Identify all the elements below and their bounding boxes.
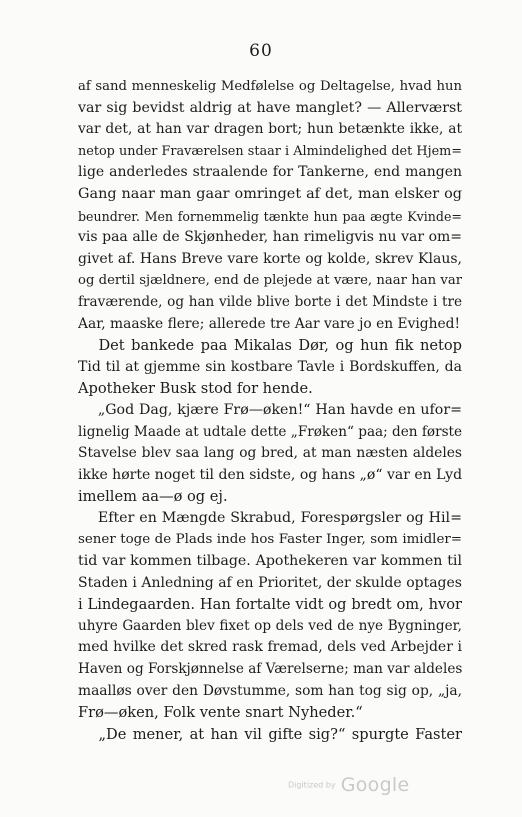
- text-line: Apotheker Busk stod for hende.: [78, 380, 313, 398]
- text-line: var sig bevidst aldrig at have manglet? — Allerværst: [78, 99, 462, 116]
- text-line: og dertil sjældnere, end de plejede at være, naar han var: [78, 273, 462, 289]
- digitized-by-google-watermark: [288, 774, 410, 796]
- text-line: imellem aa—ø og ej.: [78, 488, 228, 506]
- text-line: vis paa alle de Skjønheder, han rimeligvis nu var om=: [78, 229, 462, 246]
- text-line: med hvilke det skred rask fremad, dels ved Arbejder i: [78, 639, 462, 656]
- text-line: fraværende, og han vilde blive borte i det Mindste i tre: [78, 293, 462, 310]
- text-line: Haven og Forskjønnelse af Værelserne; man var aldeles: [78, 661, 462, 678]
- text-line: „God Dag, kjære Frø—øken!“ Han havde en ufor=: [97, 401, 462, 418]
- text-line: maalløs over den Døvstumme, som han tog sig op, „ja,: [78, 682, 462, 699]
- body-text: [78, 76, 462, 745]
- watermark-prefix: Digitized by: [288, 780, 336, 790]
- text-line: tid var kommen tilbage. Apothekeren var kommen til: [78, 553, 462, 570]
- page-number: 60: [249, 41, 273, 61]
- text-line: Aar, maaske flere; allerede tre Aar vare jo en Evighed!: [78, 315, 461, 332]
- text-line: lignelig Maade at udtale dette „Frøken“ paa; den første: [78, 423, 462, 440]
- text-line: Frø—øken, Folk vente snart Nyheder.“: [78, 704, 363, 722]
- text-line: „De mener, at han vil gifte sig?“ spurgte Faster: [98, 725, 462, 743]
- text-line: Staden i Anledning af en Prioritet, der skulde optages: [78, 574, 462, 591]
- text-line: lige anderledes straalende for Tankerne, end mangen: [78, 164, 462, 181]
- google-logo: Google: [340, 774, 410, 796]
- text-line: ikke hørte noget til den sidste, og hans „ø“ var en Lyd: [78, 466, 462, 483]
- text-line: givet af. Hans Breve vare korte og kolde, skrev Klaus,: [78, 250, 462, 267]
- text-line: Gang naar man gaar omringet af det, man elsker og: [78, 185, 462, 202]
- text-line: i Lindegaarden. Han fortalte vidt og bredt om, hvor: [78, 596, 462, 614]
- text-line: uhyre Gaarden blev fixet op dels ved de nye Bygninger,: [78, 617, 462, 634]
- text-line: Stavelse blev saa lang og bred, at man næsten aldeles: [78, 445, 462, 462]
- text-line: netop under Fraværelsen staar i Almindelighed det Hjem=: [78, 143, 462, 159]
- text-line: Det bankede paa Mikalas Dør, og hun fik netop: [98, 337, 462, 355]
- text-line: var det, at han var dragen bort; hun betænkte ikke, at: [78, 121, 462, 138]
- text-line: sener toge de Plads inde hos Faster Inger, som imidler=: [78, 532, 462, 548]
- text-line: af sand menneskelig Medfølelse og Deltagelse, hvad hun: [78, 79, 462, 94]
- text-line: beundrer. Men fornemmelig tænkte hun paa ægte Kvinde=: [78, 208, 462, 224]
- text-line: Efter en Mængde Skrabud, Forespørgsler og Hil=: [97, 509, 462, 526]
- text-line: Tid til at gjemme sin kostbare Tavle i Bordskuffen, da: [78, 358, 462, 375]
